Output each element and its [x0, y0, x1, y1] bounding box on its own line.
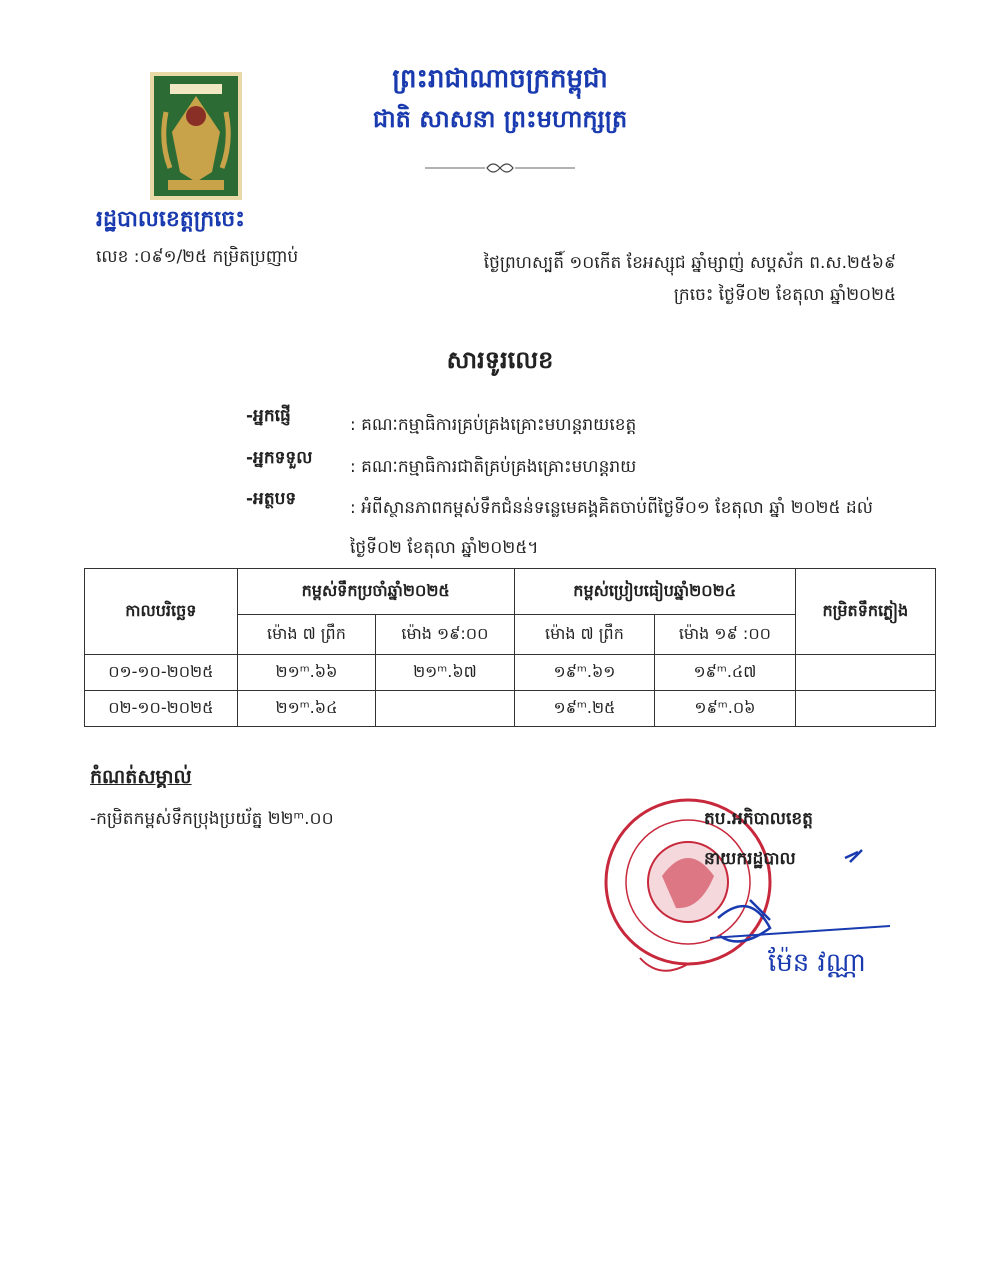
table-row [85, 691, 936, 727]
subheader-2024-pm: ម៉ោង ១៩ :០០ [655, 615, 795, 655]
subheader-2025-pm: ម៉ោង ១៩:០០ [376, 615, 515, 655]
cell-2024-am: ១៩ᵐ.៦១ [514, 655, 654, 691]
header-rain: កម្រិតទឹកភ្លៀង [795, 569, 935, 655]
subject-label: -អត្ថបទ [246, 489, 297, 509]
recipient-label: -អ្នកទទួល [246, 448, 313, 468]
motto-title: ជាតិ សាសនា ព្រះមហាក្សត្រ [372, 105, 628, 133]
sender-row [246, 405, 910, 445]
issuer-name: រដ្ឋបាលខេត្តក្រចេះ [96, 207, 245, 232]
header-2025: កម្ពស់ទឹកប្រចាំឆ្នាំ២០២៥ [237, 569, 514, 615]
notes-title: កំណត់សម្គាល់ [90, 766, 192, 788]
sender-label: -អ្នកផ្ញើ [246, 406, 291, 426]
notes-line: -កម្រិតកម្ពស់ទឹកប្រុងប្រយ័ត្ន ២២ᵐ.០០ [90, 809, 334, 829]
cell-2024-am: ១៩ᵐ.២៥ [514, 691, 654, 727]
lunar-date: ថ្ងៃព្រហស្បតិ៍ ១០កើត ខែអស្សុជ ឆ្នាំម្សាញ់ សប្តស័ក ព.ស.២៥៦៩ [483, 253, 896, 273]
ornament-divider [425, 158, 575, 178]
cell-rain [795, 691, 935, 727]
signature-title: នាយករដ្ឋបាល [704, 849, 796, 869]
water-level-table [84, 568, 936, 727]
cell-2025-pm [376, 691, 515, 727]
signature-name: ម៉ែន វណ្ណា [768, 948, 866, 978]
cell-date: ០២-១០-២០២៥ [85, 691, 238, 727]
document-title: សារទូរលេខ [446, 346, 554, 374]
subheader-2024-am: ម៉ោង ៧ ព្រឹក [514, 615, 654, 655]
header-period: កាលបរិច្ឆេទ [85, 569, 238, 655]
cell-date: ០១-១០-២០២៥ [85, 655, 238, 691]
subheader-2025-am: ម៉ោង ៧ ព្រឹក [237, 615, 376, 655]
recipient-row [246, 447, 910, 487]
cell-2024-pm: ១៩ᵐ.០៦ [655, 691, 795, 727]
table-row [85, 655, 936, 691]
subject-row [246, 488, 910, 568]
cell-rain [795, 655, 935, 691]
signature-org: តប.អភិបាលខេត្ត [704, 809, 813, 829]
reference-number: លេខ :០៩១/២៥ កម្រិតប្រញាប់ [96, 247, 299, 267]
kingdom-title: ព្រះរាជាណាចក្រកម្ពុជា [392, 64, 608, 94]
cell-2025-am: ២១ᵐ.៦៤ [237, 691, 376, 727]
coat-of-arms-emblem [150, 72, 242, 200]
cell-2024-pm: ១៩ᵐ.៤៧ [655, 655, 795, 691]
cell-2025-am: ២១ᵐ.៦៦ [237, 655, 376, 691]
cell-2025-pm: ២១ᵐ.៦៧ [376, 655, 515, 691]
sender-value: : គណៈកម្មាធិការគ្រប់គ្រងគ្រោះមហន្តរាយខេត្ត [350, 415, 637, 435]
recipient-value: : គណៈកម្មាធិការជាតិគ្រប់គ្រងគ្រោះមហន្តរាយ [350, 457, 637, 477]
solar-date: ក្រចេះ ថ្ងៃទី០២ ខែតុលា ឆ្នាំ២០២៥ [673, 285, 896, 305]
header-2024: កម្ពស់ប្រៀបធៀបឆ្នាំ២០២៤ [514, 569, 795, 615]
subject-value: : អំពីស្ថានភាពកម្ពស់ទឹកជំនន់ទន្លេមេគង្គគិតចាប់ពីថ្ងៃទី០១ ខែតុលា ឆ្នាំ ២០២៥ ដល់ថ្ងៃទី០២ ខែតុលា ឆ្នាំ២០២៥។ [350, 498, 873, 558]
